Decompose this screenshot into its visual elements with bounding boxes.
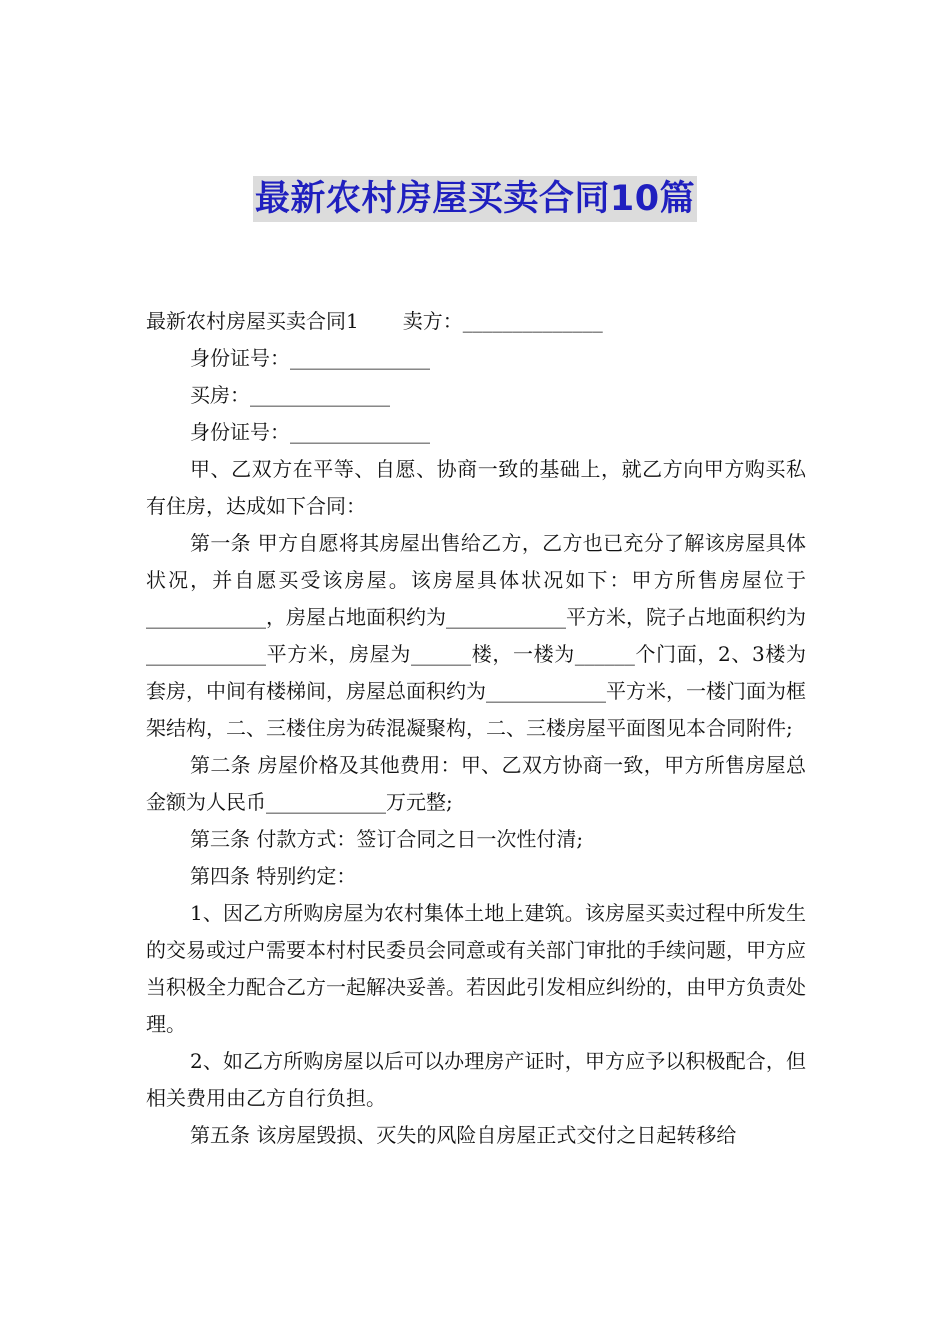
paragraph-clause-1: 1、因乙方所购房屋为农村集体土地上建筑。该房屋买卖过程中所发生的交易或过户需要本村村民委员会同意或有关部门审批的手续问题，甲方应当积极全力配合乙方一起解决妥善。若因此引发相应纠纷的，由甲方负责处理。	[146, 901, 806, 1036]
document-body	[146, 303, 806, 1154]
buyer-field: 买房：______________	[190, 383, 390, 407]
title-container	[0, 176, 950, 222]
paragraph-intro: 甲、乙双方在平等、自愿、协商一致的基础上，就乙方向甲方购买私有住房，达成如下合同：	[146, 457, 806, 518]
seller-id-field: 身份证号：______________	[190, 346, 430, 370]
paragraph-article-3: 第三条 付款方式：签订合同之日一次性付清;	[190, 827, 584, 851]
contract-heading-line	[146, 303, 806, 340]
document-title: 最新农村房屋买卖合同10篇	[253, 176, 697, 222]
paragraph-clause-2: 2、如乙方所购房屋以后可以办理房产证时，甲方应予以积极配合，但相关费用由乙方自行负担。	[146, 1049, 806, 1110]
seller-field: 卖方：______________	[402, 309, 603, 333]
paragraph-article-1: 第一条 甲方自愿将其房屋出售给乙方，乙方也已充分了解该房屋具体状况，并自愿买受该房屋。该房屋具体状况如下：甲方所售房屋位于____________，房屋占地面积约为____________平方米，院子占地面积约为____________平方米，房屋为______楼，一楼为______个门面，2、3楼为套房，中间有楼梯间，房屋总面积约为____________平方米，一楼门面为框架结构，二、三楼住房为砖混凝聚构，二、三楼房屋平面图见本合同附件;	[146, 531, 806, 740]
buyer-id-field: 身份证号：______________	[190, 420, 430, 444]
paragraph-article-5: 第五条 该房屋毁损、灭失的风险自房屋正式交付之日起转移给	[190, 1123, 737, 1147]
contract-subtitle: 最新农村房屋买卖合同1	[146, 309, 359, 333]
paragraph-article-2: 第二条 房屋价格及其他费用：甲、乙双方协商一致，甲方所售房屋总金额为人民币____________万元整;	[146, 753, 806, 814]
paragraph-article-4: 第四条 特别约定：	[190, 864, 357, 888]
